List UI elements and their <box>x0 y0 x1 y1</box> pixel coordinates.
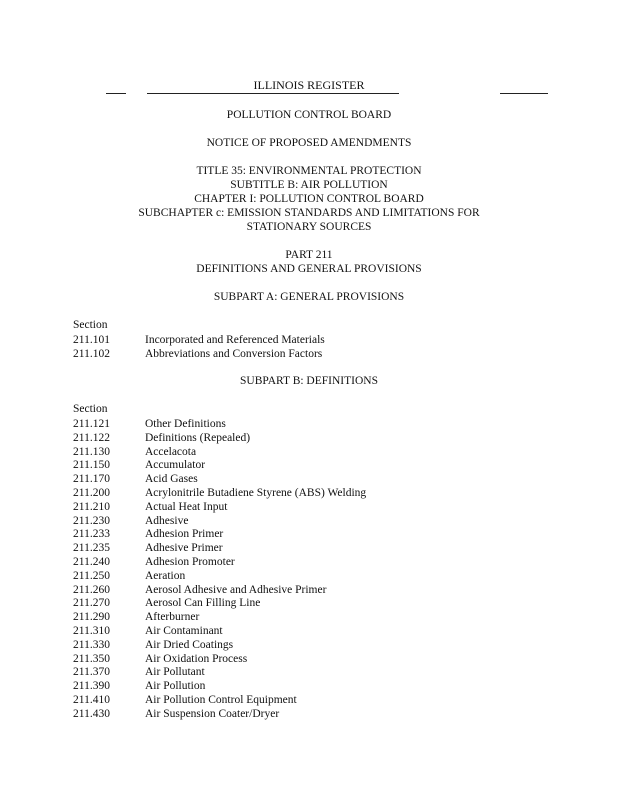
toc-row <box>73 472 198 486</box>
section-number: 211.130 <box>73 445 110 458</box>
section-title: Adhesion Primer <box>145 528 224 541</box>
section-title: Air Dried Coatings <box>145 638 234 651</box>
header-rule-left <box>106 93 126 94</box>
section-number: 211.390 <box>73 680 110 693</box>
section-number: 211.330 <box>73 638 110 651</box>
section-title: Air Contaminant <box>145 625 223 637</box>
section-number: 211.210 <box>73 500 110 513</box>
section-title: Air Oxidation Process <box>145 652 248 665</box>
toc-row <box>73 569 185 583</box>
header-rule-center <box>147 93 399 94</box>
section-number: 211.150 <box>73 459 110 472</box>
section-number: 211.410 <box>73 694 110 706</box>
toc-row <box>73 665 205 679</box>
section-number: 211.102 <box>73 348 110 360</box>
toc-row <box>73 541 223 555</box>
section-title: Aerosol Adhesive and Adhesive Primer <box>145 583 327 596</box>
toc-row <box>73 638 233 652</box>
section-title: Acid Gases <box>145 473 198 486</box>
toc-row <box>73 652 247 666</box>
section-number: 211.230 <box>73 514 110 527</box>
section-title: Abbreviations and Conversion Factors <box>145 348 323 360</box>
agency-name: POLLUTION CONTROL BOARD <box>226 109 392 121</box>
section-number: 211.200 <box>73 487 110 499</box>
section-title: Air Pollution <box>145 680 206 693</box>
section-number: 211.270 <box>73 597 110 610</box>
section-number: 211.310 <box>73 625 110 637</box>
subpart-b-heading: SUBPART B: DEFINITIONS <box>240 375 378 387</box>
toc-row <box>73 583 326 597</box>
chapter-line: CHAPTER I: POLLUTION CONTROL BOARD <box>194 193 424 205</box>
subchapter-line: SUBCHAPTER c: EMISSION STANDARDS AND LIMITATIONS FOR <box>138 207 480 219</box>
title-line: TITLE 35: ENVIRONMENTAL PROTECTION <box>196 165 422 177</box>
section-number: 211.235 <box>73 542 110 555</box>
section-number: 211.290 <box>73 611 110 624</box>
section-number: 211.233 <box>73 528 110 541</box>
part-number: PART 211 <box>285 249 333 261</box>
section-title: Actual Heat Input <box>145 500 228 513</box>
toc-row <box>73 514 188 528</box>
toc-row <box>73 431 250 445</box>
toc-row <box>73 486 366 500</box>
section-number: 211.350 <box>73 652 110 665</box>
section-number: 211.240 <box>73 556 110 568</box>
toc-row <box>73 445 196 459</box>
section-title: Accelacota <box>145 445 197 458</box>
toc-row <box>73 500 227 514</box>
section-label: Section <box>73 403 108 415</box>
section-number: 211.430 <box>73 707 110 720</box>
part-title: DEFINITIONS AND GENERAL PROVISIONS <box>196 263 422 275</box>
section-title: Adhesive Primer <box>145 542 223 555</box>
toc-row <box>73 527 223 541</box>
section-title: Aerosol Can Filling Line <box>145 597 261 610</box>
toc-row <box>73 707 279 721</box>
section-label: Section <box>73 319 108 331</box>
subchapter-line-cont: STATIONARY SOURCES <box>246 221 372 233</box>
section-title: Air Pollution Control Equipment <box>145 694 297 706</box>
toc-row <box>73 458 205 472</box>
subtitle-line: SUBTITLE B: AIR POLLUTION <box>230 179 388 191</box>
section-number: 211.260 <box>73 583 110 596</box>
toc-row <box>73 624 223 638</box>
section-title: Adhesive <box>145 514 189 527</box>
toc-row <box>73 679 205 693</box>
toc-row <box>73 610 199 624</box>
section-title: Other Definitions <box>145 418 226 430</box>
section-title: Definitions (Repealed) <box>145 431 251 444</box>
section-title: Air Pollutant <box>145 666 205 679</box>
section-number: 211.122 <box>73 431 110 444</box>
section-title: Afterburner <box>145 611 200 624</box>
subpart-a-heading: SUBPART A: GENERAL PROVISIONS <box>213 291 405 303</box>
notice-heading: NOTICE OF PROPOSED AMENDMENTS <box>206 137 412 149</box>
section-title: Accumulator <box>145 459 206 472</box>
header-rule-right <box>500 93 548 94</box>
section-title: Adhesion Promoter <box>145 556 235 568</box>
register-title: ILLINOIS REGISTER <box>253 78 365 92</box>
toc-row <box>73 596 260 610</box>
section-number: 211.170 <box>73 473 110 486</box>
toc-row <box>73 333 325 347</box>
section-title: Air Suspension Coater/Dryer <box>145 707 280 720</box>
toc-row <box>73 693 297 707</box>
section-number: 211.250 <box>73 569 110 582</box>
toc-row <box>73 347 322 361</box>
toc-row <box>73 555 235 569</box>
section-number: 211.101 <box>73 334 110 346</box>
section-title: Acrylonitrile Butadiene Styrene (ABS) Welding <box>145 487 367 499</box>
section-number: 211.121 <box>73 418 110 430</box>
toc-row <box>73 417 226 431</box>
section-title: Aeration <box>145 569 186 582</box>
section-title: Incorporated and Referenced Materials <box>145 334 325 346</box>
section-number: 211.370 <box>73 666 110 679</box>
